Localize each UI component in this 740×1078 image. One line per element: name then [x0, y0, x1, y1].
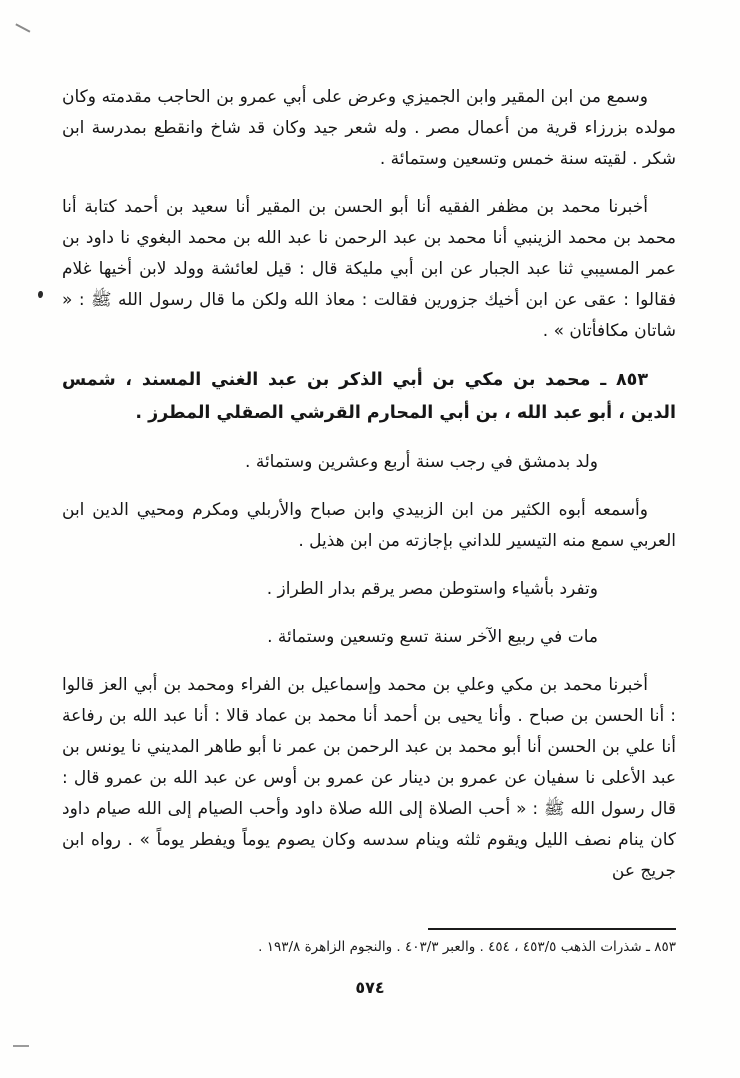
paragraph-isnad-aisha-hadith: أخبرنا محمد بن مظفر الفقيه أنا أبو الحسن بن المقير أنا سعيد بن أحمد كتابة أنا محمد بن محمد الزينبي أنا محمد بن عبد الرحمن نا عبد الله بن محمد البغوي نا داود بن عمر المسيبي ثنا عبد الجبار عن ابن أبي مليكة قال : قيل لعائشة وولد لابن أخيها غلام فقالوا : عقى عن ابن أخيك جزورين فقالت : معاذ الله ولكن ما قال رسول الله ﷺ : « شاتان مكافأتان » .: [62, 197, 676, 341]
scan-artifact-bottom-left: [13, 1045, 29, 1047]
footnote-text: ٨٥٣ ـ شذرات الذهب ٤٥٣/٥ ، ٤٥٤ . والعبر ٤٠٣/٣ . والنجوم الزاهرة ١٩٣/٨ .: [258, 939, 676, 955]
ink-speck: [38, 291, 43, 298]
scan-artifact-top-left: [16, 23, 31, 32]
footnote-divider: [428, 928, 676, 930]
page-number: ٥٧٤: [355, 978, 385, 997]
birth-line: ولد بدمشق في رجب سنة أربع وعشرين وستمائة .: [245, 452, 598, 472]
residence-line: وتفرد بأشياء واستوطن مصر يرقم بدار الطراز .: [266, 579, 598, 599]
footnote-section: [64, 928, 676, 957]
entry-853-heading: ٨٥٣ ـ محمد بن مكي بن أبي الذكر بن عبد الغني المسند ، شمس الدين ، أبو عبد الله ، بن أبي المحارم القرشي الصقلي المطرز .: [62, 370, 676, 423]
death-line: مات في ربيع الآخر سنة تسع وتسعين وستمائة .: [267, 627, 598, 647]
page-body: [62, 82, 676, 904]
paragraph-teachers: وأسمعه أبوه الكثير من ابن الزبيدي وابن صباح والأربلي ومكرم ومحيي الدين ابن العربي سمع منه التيسير للداني بإجازته من ابن هذيل .: [62, 500, 676, 551]
paragraph-isnad-dawud-hadith: أخبرنا محمد بن مكي وعلي بن محمد وإسماعيل بن الفراء ومحمد بن أبي العز قالوا : أنا الحسن بن صباح . وأنا يحيى بن أحمد أنا محمد بن عماد قالا : أنا عبد الله بن رفاعة أنا علي بن الحسن أنا أبو محمد بن عبد الرحمن بن عمر نا أبو طاهر المديني نا يونس بن عبد الأعلى نا سفيان عن عمرو بن دينار عن عمرو بن أوس عن عبد الله بن عمرو قال : قال رسول الله ﷺ : « أحب الصلاة إلى الله صلاة داود وأحب الصيام إلى الله صيام داود كان ينام نصف الليل ويقوم ثلثه وينام سدسه وكان يصوم يوماً ويفطر يوماً » . رواه ابن جريج عن: [62, 675, 676, 881]
paragraph-sama-biography: وسمع من ابن المقير وابن الجميزي وعرض على أبي عمرو بن الحاجب مقدمته وكان مولده بزرزاء قرية من أعمال مصر . وله شعر جيد وكان قد شاخ وانقطع بمدرسة ابن شكر . لقيته سنة خمس وتسعين وستمائة .: [62, 87, 676, 169]
